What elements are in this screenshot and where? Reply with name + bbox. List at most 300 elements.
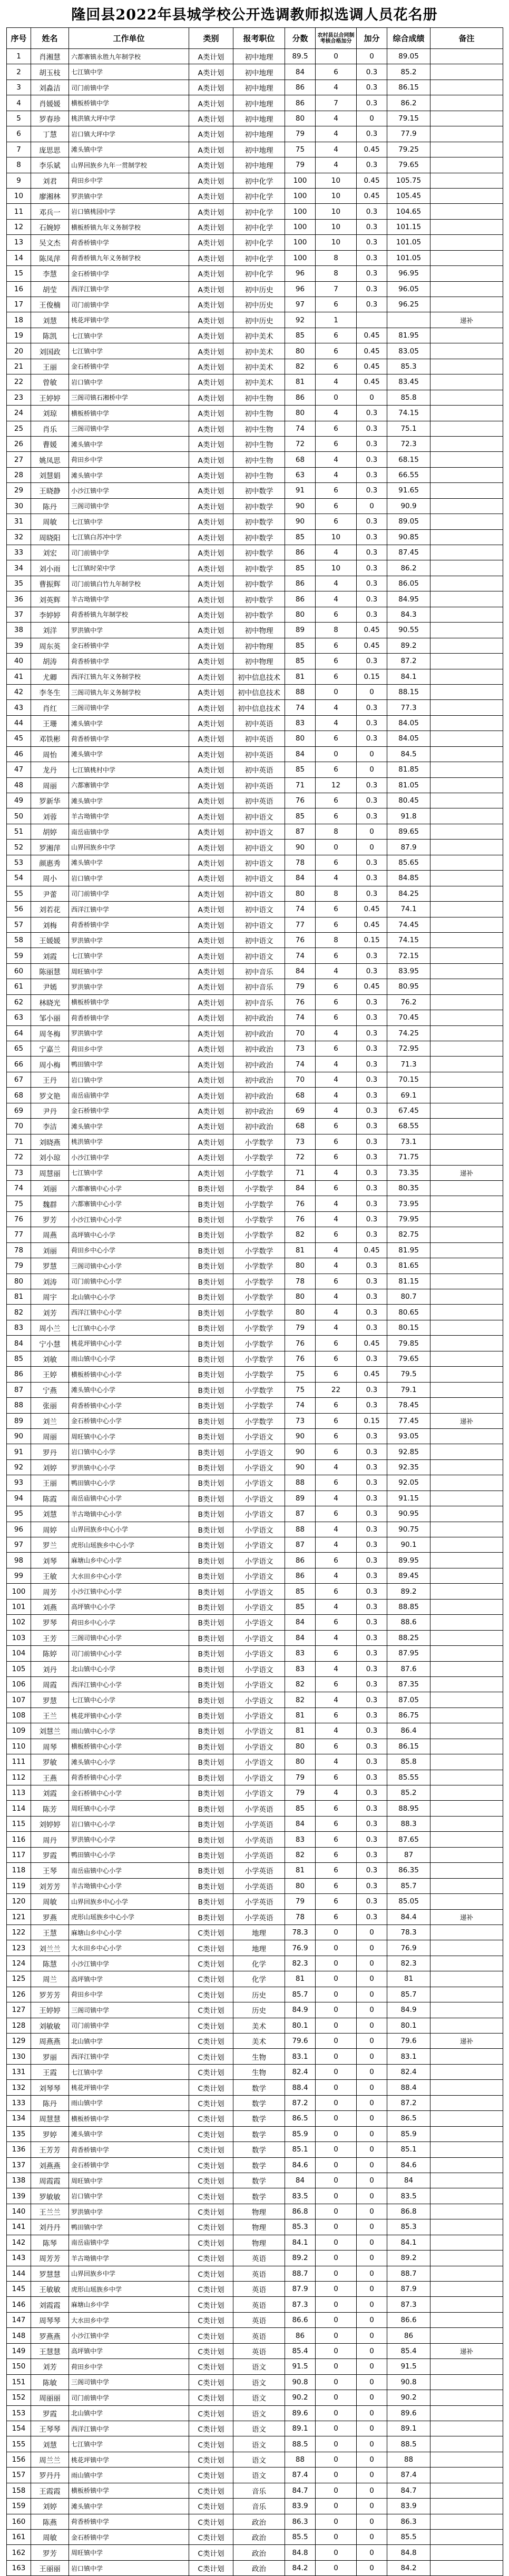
cell-position: 初中英语 (233, 762, 285, 777)
cell-position: 语文 (233, 2359, 285, 2374)
cell-index: 50 (7, 808, 31, 824)
cell-unit: 司门前镇白竹九年制学校 (69, 576, 189, 591)
cell-rural-years: 4 (316, 1630, 357, 1645)
cell-bonus: 0 (357, 2359, 387, 2374)
cell-index: 144 (7, 2266, 31, 2281)
cell-position: 初中生物 (233, 452, 285, 467)
cell-name: 王珊 (31, 715, 69, 731)
cell-score: 69 (285, 1103, 316, 1118)
cell-rural-years: 0 (316, 2049, 357, 2064)
cell-position: 初中美术 (233, 343, 285, 359)
cell-total: 89.6 (387, 2405, 430, 2421)
cell-position: 初中数学 (233, 591, 285, 607)
cell-name: 刘君 (31, 173, 69, 188)
cell-name: 刘英辉 (31, 591, 69, 607)
cell-index: 24 (7, 406, 31, 421)
cell-name: 陈婷 (31, 1646, 69, 1661)
table-row (7, 157, 503, 173)
cell-total: 88.3 (387, 1816, 430, 1831)
cell-unit: 滩头镇中学 (69, 142, 189, 157)
cell-category: B类计划 (189, 1847, 233, 1862)
cell-total: 89.2 (387, 638, 430, 653)
cell-index: 133 (7, 2095, 31, 2110)
cell-unit: 荷田乡中学 (69, 2359, 189, 2374)
table-row (7, 1025, 503, 1041)
cell-unit: 虎形山瑶族乡中学 (69, 2282, 189, 2297)
cell-rural-years: 6 (316, 1134, 357, 1149)
cell-position: 初中语文 (233, 917, 285, 932)
cell-unit: 三阁司镇中心小学 (69, 1630, 189, 1645)
cell-rural-years: 6 (316, 1428, 357, 1444)
cell-category: C类计划 (189, 2235, 233, 2250)
cell-total (387, 312, 430, 328)
cell-index: 158 (7, 2483, 31, 2498)
cell-score: 85.4 (285, 2343, 316, 2358)
cell-category: A类计划 (189, 793, 233, 808)
cell-rural-years: 0 (316, 1940, 357, 1956)
cell-total: 84.85 (387, 871, 430, 886)
cell-bonus: 0 (357, 2421, 387, 2436)
cell-unit: 羊古坳镇中学 (69, 591, 189, 607)
cell-note (430, 390, 503, 405)
cell-position: 化学 (233, 1956, 285, 1971)
cell-rural-years: 6 (316, 483, 357, 498)
cell-rural-years: 4 (316, 111, 357, 126)
cell-total: 87.6 (387, 1661, 430, 1676)
cell-category: B类计划 (189, 1289, 233, 1305)
cell-category: C类计划 (189, 2436, 233, 2452)
cell-note: 递补 (430, 1165, 503, 1180)
cell-bonus: 0.3 (357, 95, 387, 111)
cell-position: 数学 (233, 2188, 285, 2204)
cell-score: 82.4 (285, 2064, 316, 2079)
cell-unit: 荷香桥镇中学 (69, 1010, 189, 1025)
cell-index: 34 (7, 560, 31, 576)
cell-name: 王霞霞 (31, 2483, 69, 2498)
cell-name: 罗慧 (31, 1258, 69, 1274)
cell-total: 87.9 (387, 840, 430, 855)
cell-note (430, 1568, 503, 1583)
cell-position: 历史 (233, 1987, 285, 2002)
table-row (7, 715, 503, 731)
cell-position: 语文 (233, 2421, 285, 2436)
cell-bonus: 0.3 (357, 1894, 387, 1909)
cell-score: 87 (285, 1537, 316, 1553)
cell-note (430, 1847, 503, 1862)
cell-note (430, 1692, 503, 1708)
cell-score: 70 (285, 1025, 316, 1041)
cell-rural-years: 0 (316, 2251, 357, 2266)
cell-bonus: 0.3 (357, 1119, 387, 1134)
cell-rural-years: 0 (316, 2468, 357, 2483)
cell-bonus: 0.3 (357, 1847, 387, 1862)
cell-position: 小学数学 (233, 1320, 285, 1335)
cell-note (430, 1739, 503, 1754)
cell-unit: 西洋江镇中心小学 (69, 1676, 189, 1692)
cell-rural-years: 4 (316, 467, 357, 482)
cell-bonus: 0 (357, 2483, 387, 2498)
table-row (7, 1150, 503, 1165)
cell-note (430, 1274, 503, 1289)
cell-position: 初中数学 (233, 560, 285, 576)
cell-unit: 罗洪镇中学 (69, 1025, 189, 1041)
cell-unit: 罗洪镇中学 (69, 979, 189, 994)
cell-score: 89.2 (285, 2251, 316, 2266)
cell-index: 54 (7, 871, 31, 886)
cell-unit: 荷香桥镇九年义务制学校 (69, 250, 189, 265)
cell-rural-years: 6 (316, 1816, 357, 1831)
cell-index: 78 (7, 1242, 31, 1258)
cell-unit: 滩头镇中学 (69, 1119, 189, 1134)
cell-rural-years: 7 (316, 95, 357, 111)
cell-position: 语文 (233, 2452, 285, 2467)
cell-index: 57 (7, 917, 31, 932)
cell-score: 83 (285, 1832, 316, 1847)
cell-note (430, 1894, 503, 1909)
cell-bonus: 0.3 (357, 545, 387, 560)
cell-score: 86 (285, 1568, 316, 1583)
table-row (7, 266, 503, 281)
cell-note (430, 95, 503, 111)
cell-unit: 六都寨镇中心小学 (69, 1180, 189, 1196)
cell-unit: 西洋江镇中学 (69, 2049, 189, 2064)
cell-index: 10 (7, 188, 31, 203)
cell-note (430, 2530, 503, 2545)
cell-position: 小学英语 (233, 1816, 285, 1831)
cell-category: C类计划 (189, 2064, 233, 2079)
cell-index: 3 (7, 80, 31, 95)
cell-note (430, 1584, 503, 1599)
cell-index: 77 (7, 1227, 31, 1242)
cell-total: 74.1 (387, 902, 430, 917)
cell-index: 79 (7, 1258, 31, 1274)
cell-category: A类计划 (189, 1025, 233, 1041)
cell-note (430, 824, 503, 839)
cell-index: 113 (7, 1785, 31, 1801)
cell-rural-years: 8 (316, 266, 357, 281)
table-row (7, 917, 503, 932)
cell-position: 初中数学 (233, 607, 285, 622)
cell-bonus: 0.3 (357, 591, 387, 607)
cell-name: 王兰兰 (31, 2204, 69, 2219)
table-row (7, 1537, 503, 1553)
cell-note (430, 2328, 503, 2343)
cell-unit: 滩头镇中学 (69, 2499, 189, 2514)
cell-note (430, 1227, 503, 1242)
cell-position: 小学数学 (233, 1398, 285, 1413)
cell-note (430, 1676, 503, 1692)
cell-rural-years: 4 (316, 1491, 357, 1506)
cell-index: 95 (7, 1506, 31, 1522)
cell-total: 79.15 (387, 111, 430, 126)
cell-note (430, 2405, 503, 2421)
cell-index: 109 (7, 1723, 31, 1739)
cell-score: 81 (285, 1863, 316, 1878)
cell-total: 88.4 (387, 2080, 430, 2095)
cell-unit: 荷田乡中学 (69, 173, 189, 188)
table-row (7, 173, 503, 188)
cell-name: 曹媛 (31, 436, 69, 451)
cell-bonus: 0.45 (357, 142, 387, 157)
cell-rural-years: 6 (316, 1180, 357, 1196)
cell-name: 周小 (31, 871, 69, 886)
cell-unit: 三阁司镇中学 (69, 700, 189, 715)
cell-index: 105 (7, 1661, 31, 1676)
cell-index: 17 (7, 297, 31, 312)
cell-unit: 三阁司镇中学 (69, 2374, 189, 2390)
cell-name: 罗燕 (31, 1909, 69, 1924)
cell-index: 89 (7, 1413, 31, 1428)
cell-position: 数学 (233, 2173, 285, 2188)
cell-position: 美术 (233, 2034, 285, 2049)
cell-category: A类计划 (189, 840, 233, 855)
cell-position: 物理 (233, 2219, 285, 2235)
cell-category: B类计划 (189, 1367, 233, 1382)
cell-index: 33 (7, 545, 31, 560)
cell-name: 刘琼 (31, 406, 69, 421)
cell-category: C类计划 (189, 2328, 233, 2343)
cell-bonus: 0.3 (357, 1444, 387, 1459)
cell-total: 76.9 (387, 1940, 430, 1956)
cell-name: 罗霞 (31, 1847, 69, 1862)
cell-name: 庞思思 (31, 142, 69, 157)
cell-position: 小学英语 (233, 1832, 285, 1847)
cell-index: 63 (7, 1010, 31, 1025)
cell-category: B类计划 (189, 1196, 233, 1211)
cell-index: 60 (7, 963, 31, 979)
cell-rural-years: 0 (316, 2483, 357, 2498)
cell-category: A类计划 (189, 328, 233, 343)
cell-bonus: 0.3 (357, 64, 387, 80)
cell-total: 84.8 (387, 2545, 430, 2560)
cell-bonus: 0.45 (357, 359, 387, 374)
cell-name: 刘晓燕 (31, 1134, 69, 1149)
table-row (7, 1568, 503, 1583)
cell-unit: 七江镇时荣中学 (69, 560, 189, 576)
cell-position: 小学数学 (233, 1382, 285, 1397)
cell-unit: 罗洪镇中学 (69, 623, 189, 638)
cell-rural-years: 4 (316, 1754, 357, 1770)
cell-bonus: 0.45 (357, 1242, 387, 1258)
cell-position: 政治 (233, 2530, 285, 2545)
cell-index: 49 (7, 793, 31, 808)
cell-note (430, 1708, 503, 1723)
cell-category: C类计划 (189, 2499, 233, 2514)
cell-total: 72.95 (387, 1041, 430, 1057)
cell-note (430, 576, 503, 591)
cell-note (430, 2142, 503, 2157)
cell-position: 初中物理 (233, 654, 285, 669)
cell-category: B类计划 (189, 1863, 233, 1878)
cell-unit: 桃洪镇中学 (69, 1134, 189, 1149)
cell-total: 86.4 (387, 1723, 430, 1739)
cell-index: 28 (7, 467, 31, 482)
cell-rural-years: 4 (316, 1165, 357, 1180)
cell-total: 84.25 (387, 886, 430, 901)
cell-note (430, 1599, 503, 1614)
cell-bonus: 0.3 (357, 1863, 387, 1878)
cell-index: 82 (7, 1305, 31, 1320)
cell-total: 73.1 (387, 1134, 430, 1149)
table-row (7, 1692, 503, 1708)
cell-name: 刘慧娟 (31, 467, 69, 482)
cell-total: 87.2 (387, 654, 430, 669)
cell-unit: 小沙江镇中学 (69, 1956, 189, 1971)
cell-rural-years: 0 (316, 2095, 357, 2110)
cell-total: 96.25 (387, 297, 430, 312)
cell-name: 周兰兰 (31, 2452, 69, 2467)
cell-position: 小学数学 (233, 1165, 285, 1180)
cell-name: 罗丹 (31, 1444, 69, 1459)
cell-category: A类计划 (189, 80, 233, 95)
cell-unit: 司门前镇中学 (69, 2018, 189, 2033)
cell-score: 85.5 (285, 2530, 316, 2545)
cell-note (430, 994, 503, 1010)
table-row (7, 2282, 503, 2297)
cell-score: 80 (285, 1305, 316, 1320)
cell-index: 45 (7, 731, 31, 746)
cell-unit: 荷田乡中学 (69, 452, 189, 467)
cell-total: 80.95 (387, 979, 430, 994)
cell-unit: 荷香桥镇中学 (69, 2142, 189, 2157)
cell-bonus: 0.3 (357, 1801, 387, 1816)
cell-total: 88 (387, 2452, 430, 2467)
cell-index: 150 (7, 2359, 31, 2374)
cell-note (430, 1987, 503, 2002)
cell-name: 廖湘林 (31, 188, 69, 203)
cell-name: 刘小琼 (31, 1150, 69, 1165)
cell-category: A类计划 (189, 545, 233, 560)
cell-rural-years: 4 (316, 576, 357, 591)
cell-name: 刘婷 (31, 2499, 69, 2514)
cell-score: 68 (285, 1119, 316, 1134)
cell-score: 74 (285, 700, 316, 715)
cell-index: 85 (7, 1351, 31, 1366)
cell-total: 82.3 (387, 1956, 430, 1971)
cell-rural-years: 6 (316, 654, 357, 669)
cell-position: 初中地理 (233, 95, 285, 111)
cell-score: 85 (285, 1584, 316, 1599)
cell-score: 70 (285, 1072, 316, 1087)
cell-unit: 横板桥镇中学 (69, 406, 189, 421)
cell-unit: 麻塘山乡中心小学 (69, 1924, 189, 1940)
cell-category: B类计划 (189, 1568, 233, 1583)
cell-name: 陈凤萍 (31, 250, 69, 265)
cell-index: 147 (7, 2312, 31, 2327)
cell-position: 初中信息技术 (233, 684, 285, 699)
cell-total: 74.25 (387, 1025, 430, 1041)
cell-index: 58 (7, 932, 31, 948)
table-row (7, 188, 503, 203)
cell-category: C类计划 (189, 1971, 233, 1987)
cell-index: 15 (7, 266, 31, 281)
cell-note (430, 1351, 503, 1366)
cell-rural-years: 0 (316, 840, 357, 855)
cell-unit: 岩口镇中学 (69, 871, 189, 886)
table-row (7, 2468, 503, 2483)
cell-score: 88 (285, 2452, 316, 2467)
table-row (7, 1785, 503, 1801)
cell-rural-years: 6 (316, 669, 357, 684)
cell-note (430, 1956, 503, 1971)
cell-rural-years: 0 (316, 2002, 357, 2018)
cell-bonus: 0.3 (357, 731, 387, 746)
cell-score: 82 (285, 1676, 316, 1692)
cell-unit: 司门前镇中学 (69, 886, 189, 901)
cell-bonus: 0 (357, 2173, 387, 2188)
cell-unit: 司门前镇中学 (69, 80, 189, 95)
cell-category: A类计划 (189, 902, 233, 917)
cell-bonus: 0 (357, 1924, 387, 1940)
cell-index: 18 (7, 312, 31, 328)
cell-category: B类计划 (189, 1413, 233, 1428)
cell-note (430, 250, 503, 265)
cell-note (430, 1630, 503, 1645)
table-row (7, 2436, 503, 2452)
cell-rural-years: 4 (316, 1522, 357, 1537)
cell-score: 87.3 (285, 2297, 316, 2312)
cell-name: 刘慧 (31, 312, 69, 328)
cell-score: 87.9 (285, 2282, 316, 2297)
table-row (7, 1506, 503, 1522)
cell-score: 80 (285, 607, 316, 622)
cell-score: 72 (285, 436, 316, 451)
cell-unit: 大水田乡中学 (69, 2312, 189, 2327)
cell-rural-years: 0 (316, 2328, 357, 2343)
cell-index: 132 (7, 2080, 31, 2095)
cell-rural-years: 4 (316, 142, 357, 157)
cell-index: 90 (7, 1428, 31, 1444)
cell-position: 初中物理 (233, 623, 285, 638)
cell-index: 48 (7, 777, 31, 793)
cell-bonus: 0 (357, 746, 387, 762)
cell-bonus: 0.3 (357, 793, 387, 808)
cell-bonus: 0.15 (357, 669, 387, 684)
cell-position: 小学语文 (233, 1754, 285, 1770)
cell-unit: 七江镇中学 (69, 2436, 189, 2452)
cell-bonus: 0 (357, 2235, 387, 2250)
cell-name: 王敏敏 (31, 2282, 69, 2297)
cell-name: 陈芳 (31, 1801, 69, 1816)
cell-total: 85.7 (387, 1878, 430, 1893)
cell-name: 周小梅 (31, 1057, 69, 1072)
cell-position: 数学 (233, 2111, 285, 2126)
table-row (7, 2235, 503, 2250)
cell-position: 初中语文 (233, 871, 285, 886)
table-row (7, 871, 503, 886)
cell-category: A类计划 (189, 808, 233, 824)
cell-name: 刘宏 (31, 545, 69, 560)
cell-score: 74 (285, 948, 316, 963)
cell-name: 邓兵一 (31, 204, 69, 219)
cell-index: 131 (7, 2064, 31, 2079)
table-row (7, 1367, 503, 1382)
cell-note (430, 1103, 503, 1118)
cell-score: 77 (285, 917, 316, 932)
cell-name: 王婷婷 (31, 2002, 69, 2018)
header-name: 姓名 (31, 28, 69, 49)
cell-position: 初中地理 (233, 64, 285, 80)
cell-score: 82 (285, 359, 316, 374)
cell-rural-years: 4 (316, 1025, 357, 1041)
cell-rural-years: 6 (316, 1010, 357, 1025)
cell-category: A类计划 (189, 235, 233, 250)
table-row (7, 855, 503, 870)
cell-position: 初中语文 (233, 824, 285, 839)
cell-bonus: 0.3 (357, 406, 387, 421)
table-row (7, 2343, 503, 2358)
cell-category: C类计划 (189, 1987, 233, 2002)
